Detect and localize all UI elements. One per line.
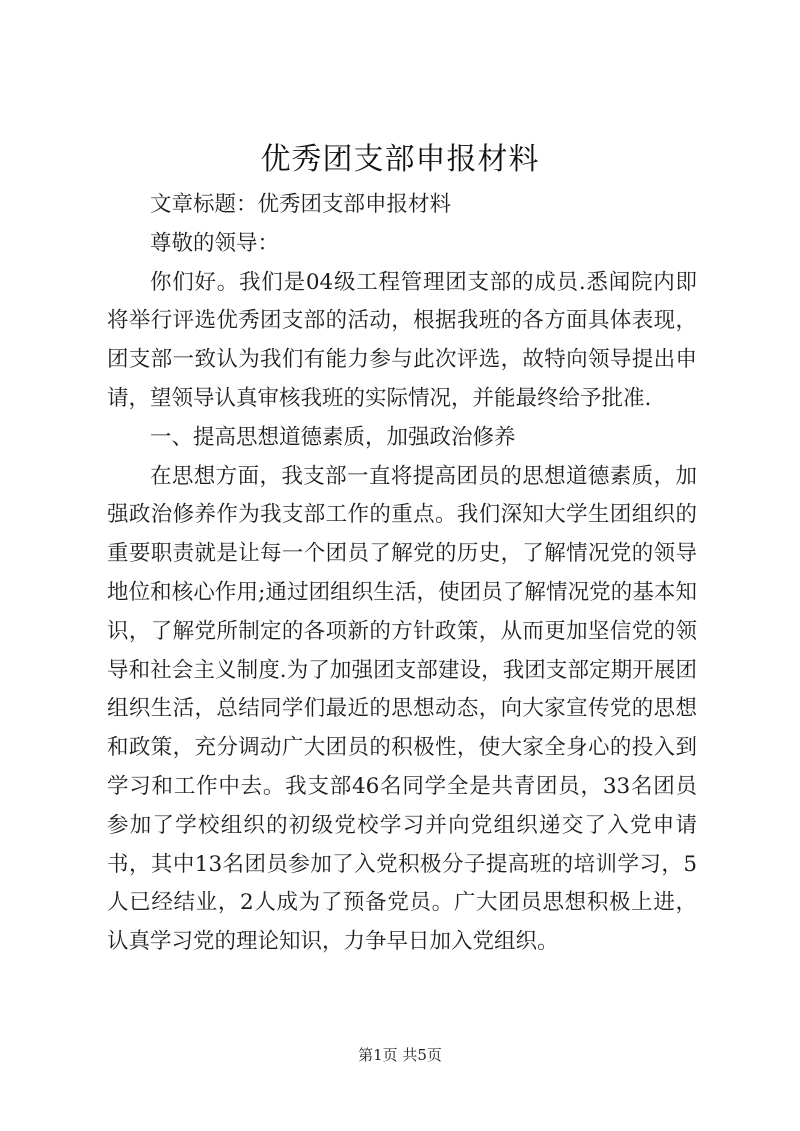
section-heading: 一、提高思想道德素质，加强政治修养 [150,424,516,450]
section-body-paragraph: 在思想方面，我支部一直将提高团员的思想道德素质，加强政治修养作为我支部工作的重点。我们深知大学生团组织的重要职责就是让每一个团员了解党的历史，了解情况党的领导地位和核心作用;通过团组织生活，使团员了解情况党的基本知识，了解党所制定的各项新的方针政策，从而更加坚信党的领导和社会主义制度.为了加强团支部建设，我团支部定期开展团组织生活，总结同学们最近的思想动态，向大家宣传党的思想和政策，充分调动广大团员的积极性，使大家全身心的投入到学习和工作中去。我支部46名同学全是共青团员，33名团员参加了学校组织的初级党校学习并向党组织递交了入党申请书，其中13名团员参加了入党积极分子提高班的培训学习，5人已经结业，2人成为了预备党员。广大团员思想积极上进，认真学习党的理论知识，力争早日加入党组织。 [107,463,697,955]
salutation: 尊敬的领导： [150,230,280,256]
document-body [107,186,697,962]
article-title-line: 文章标题：优秀团支部申报材料 [150,192,452,217]
page-number: 第1页 共5页 [358,1046,442,1064]
document-title: 优秀团支部申报材料 [260,142,540,177]
intro-paragraph: 你们好。我们是04级工程管理团支部的成员.悉闻院内即将举行评选优秀团支部的活动，根据我班的各方面具体表现，团支部一致认为我们有能力参与此次评选，故特向领导提出申请，望领导认真审核我班的实际情况，并能最终给予批准. [107,269,697,411]
